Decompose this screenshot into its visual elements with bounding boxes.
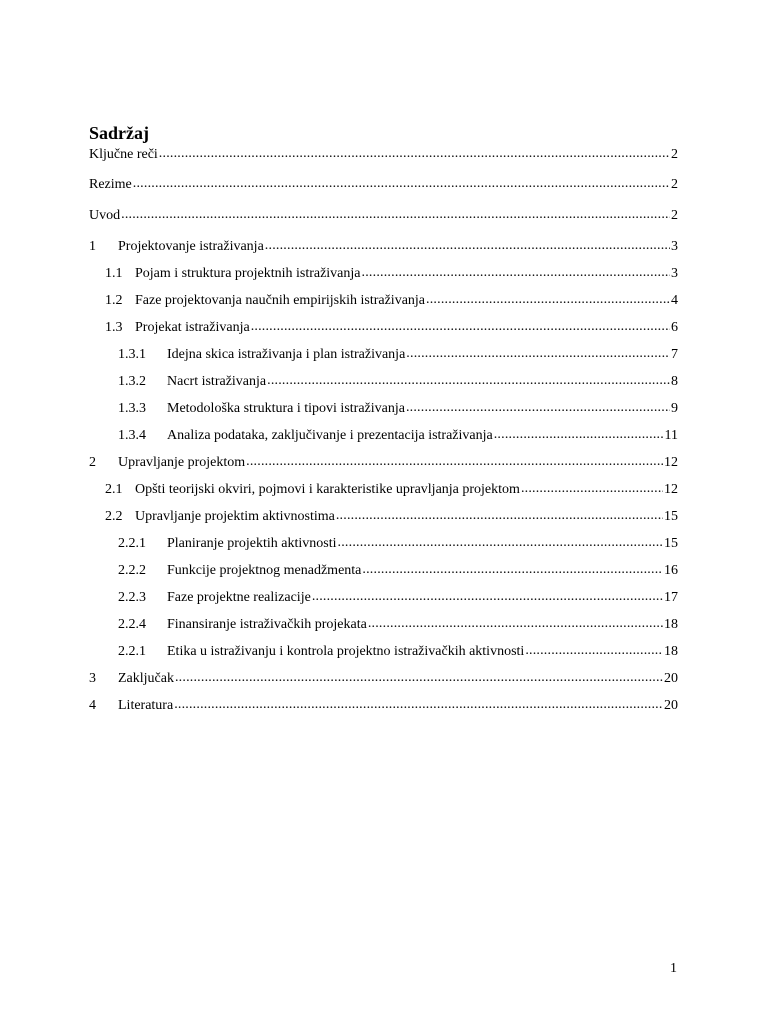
toc-dot-leader <box>175 668 663 688</box>
toc-entry-opsti-teorijski-okviri[interactable] <box>105 480 678 500</box>
toc-entry-number: 3 <box>89 671 96 686</box>
toc-entry-kljucne-reci[interactable] <box>89 145 678 165</box>
toc-entry-number: 1.3 <box>105 320 123 335</box>
toc-entry-title: Finansiranje istraživačkih projekata <box>167 617 367 632</box>
toc-entry-number: 2.2.1 <box>118 644 146 659</box>
toc-entry-rezime[interactable] <box>89 175 678 195</box>
toc-dot-leader <box>525 641 663 661</box>
toc-entry-funkcije-menadzmenta[interactable] <box>118 561 678 581</box>
toc-entry-page: 18 <box>664 644 678 659</box>
toc-entry-uvod[interactable] <box>89 206 678 226</box>
toc-entry-title: Pojam i struktura projektnih istraživanja <box>135 266 361 281</box>
toc-entry-title: Upravljanje projektim aktivnostima <box>135 509 335 524</box>
toc-entry-page: 8 <box>671 374 678 389</box>
toc-title: Sadržaj <box>89 123 149 143</box>
toc-entry-page: 3 <box>671 239 678 254</box>
toc-dot-leader <box>406 398 670 418</box>
toc-entry-number: 2.2 <box>105 509 123 524</box>
toc-entry-title: Nacrt istraživanja <box>167 374 267 389</box>
toc-dot-leader <box>251 317 670 337</box>
toc-entry-number: 1 <box>89 239 96 254</box>
toc-dot-leader <box>312 587 663 607</box>
toc-entry-finansiranje-projekata[interactable] <box>118 615 678 635</box>
toc-entry-title: Projekat istraživanja <box>135 320 250 335</box>
toc-entry-title: Rezime <box>89 177 132 192</box>
toc-entry-metodoloska-struktura[interactable] <box>118 399 678 419</box>
toc-entry-page: 2 <box>671 147 678 162</box>
toc-entry-number: 1.3.4 <box>118 428 146 443</box>
toc-dot-leader <box>159 144 670 164</box>
toc-entry-page: 15 <box>664 509 678 524</box>
toc-dot-leader <box>362 263 670 283</box>
toc-dot-leader <box>426 290 670 310</box>
toc-entry-page: 12 <box>664 482 678 497</box>
toc-dot-leader <box>521 479 663 499</box>
toc-entry-number: 2 <box>89 455 96 470</box>
toc-entry-title: Faze projektovanja naučnih empirijskih istraživanja <box>135 293 426 308</box>
toc-dot-leader <box>246 452 663 472</box>
toc-entry-analiza-podataka[interactable] <box>118 426 678 446</box>
toc-entry-page: 2 <box>671 208 678 223</box>
toc-entry-number: 1.3.1 <box>118 347 146 362</box>
toc-entry-number: 2.2.3 <box>118 590 146 605</box>
toc-entry-etika-u-istrazivanju[interactable] <box>118 642 678 662</box>
toc-entry-number: 1.2 <box>105 293 123 308</box>
toc-entry-pojam-i-struktura[interactable] <box>105 264 678 284</box>
toc-entry-page: 9 <box>671 401 678 416</box>
toc-entry-title: Zaključak <box>118 671 174 686</box>
toc-entry-page: 2 <box>671 177 678 192</box>
toc-entry-zakljucak[interactable] <box>89 669 678 689</box>
toc-dot-leader <box>133 174 670 194</box>
toc-entry-page: 4 <box>671 293 678 308</box>
toc-entry-upravljanje-projektom[interactable] <box>89 453 678 473</box>
toc-entry-page: 20 <box>664 698 678 713</box>
page-number: 1 <box>670 961 677 976</box>
toc-dot-leader <box>121 205 670 225</box>
toc-entry-title: Projektovanje istraživanja <box>118 239 264 254</box>
toc-dot-leader <box>338 533 663 553</box>
toc-entry-upravljanje-aktivnostima[interactable] <box>105 507 678 527</box>
toc-entry-page: 11 <box>664 428 678 443</box>
toc-entry-number: 1.1 <box>105 266 123 281</box>
toc-dot-leader <box>406 344 670 364</box>
toc-entry-title: Faze projektne realizacije <box>167 590 311 605</box>
toc-entry-literatura[interactable] <box>89 696 678 716</box>
toc-entry-page: 17 <box>664 590 678 605</box>
toc-dot-leader <box>174 695 663 715</box>
toc-entry-page: 15 <box>664 536 678 551</box>
toc-dot-leader <box>267 371 670 391</box>
toc-entry-number: 1.3.2 <box>118 374 146 389</box>
toc-entry-page: 3 <box>671 266 678 281</box>
toc-entry-page: 20 <box>664 671 678 686</box>
toc-entry-title: Opšti teorijski okviri, pojmovi i karakteristike upravljanja projektom <box>135 482 520 497</box>
toc-dot-leader <box>362 560 663 580</box>
toc-entry-number: 1.3.3 <box>118 401 146 416</box>
toc-entry-number: 2.2.2 <box>118 563 146 578</box>
toc-entry-idejna-skica[interactable] <box>118 345 678 365</box>
toc-entry-title: Analiza podataka, zaključivanje i prezentacija istraživanja <box>167 428 493 443</box>
toc-dot-leader <box>265 236 670 256</box>
toc-entry-title: Planiranje projektih aktivnosti <box>167 536 337 551</box>
toc-entry-number: 4 <box>89 698 96 713</box>
toc-entry-title: Uvod <box>89 208 121 223</box>
toc-dot-leader <box>368 614 663 634</box>
toc-entry-title: Funkcije projektnog menadžmenta <box>167 563 362 578</box>
toc-entry-page: 18 <box>664 617 678 632</box>
toc-entry-title: Metodološka struktura i tipovi istraživanja <box>167 401 405 416</box>
toc-entry-number: 2.2.4 <box>118 617 146 632</box>
toc-entry-faze-realizacije[interactable] <box>118 588 678 608</box>
toc-entry-number: 2.2.1 <box>118 536 146 551</box>
toc-entry-title: Literatura <box>118 698 174 713</box>
toc-entry-title: Ključne reči <box>89 147 158 162</box>
toc-entry-title: Upravljanje projektom <box>118 455 246 470</box>
toc-entry-page: 12 <box>664 455 678 470</box>
toc-entry-faze-projektovanja[interactable] <box>105 291 678 311</box>
toc-entry-planiranje-aktivnosti[interactable] <box>118 534 678 554</box>
toc-entry-page: 16 <box>664 563 678 578</box>
toc-dot-leader <box>336 506 663 526</box>
toc-entry-title: Etika u istraživanju i kontrola projektno istraživačkih aktivnosti <box>167 644 525 659</box>
toc-entry-nacrt-istrazivanja[interactable] <box>118 372 678 392</box>
toc-entry-projekat-istrazivanja[interactable] <box>105 318 678 338</box>
toc-entry-page: 6 <box>671 320 678 335</box>
toc-entry-page: 7 <box>671 347 678 362</box>
toc-entry-projektovanje-istrazivanja[interactable] <box>89 237 678 257</box>
toc-entry-number: 2.1 <box>105 482 123 497</box>
toc-entry-title: Idejna skica istraživanja i plan istraživanja <box>167 347 406 362</box>
toc-dot-leader <box>494 425 664 445</box>
